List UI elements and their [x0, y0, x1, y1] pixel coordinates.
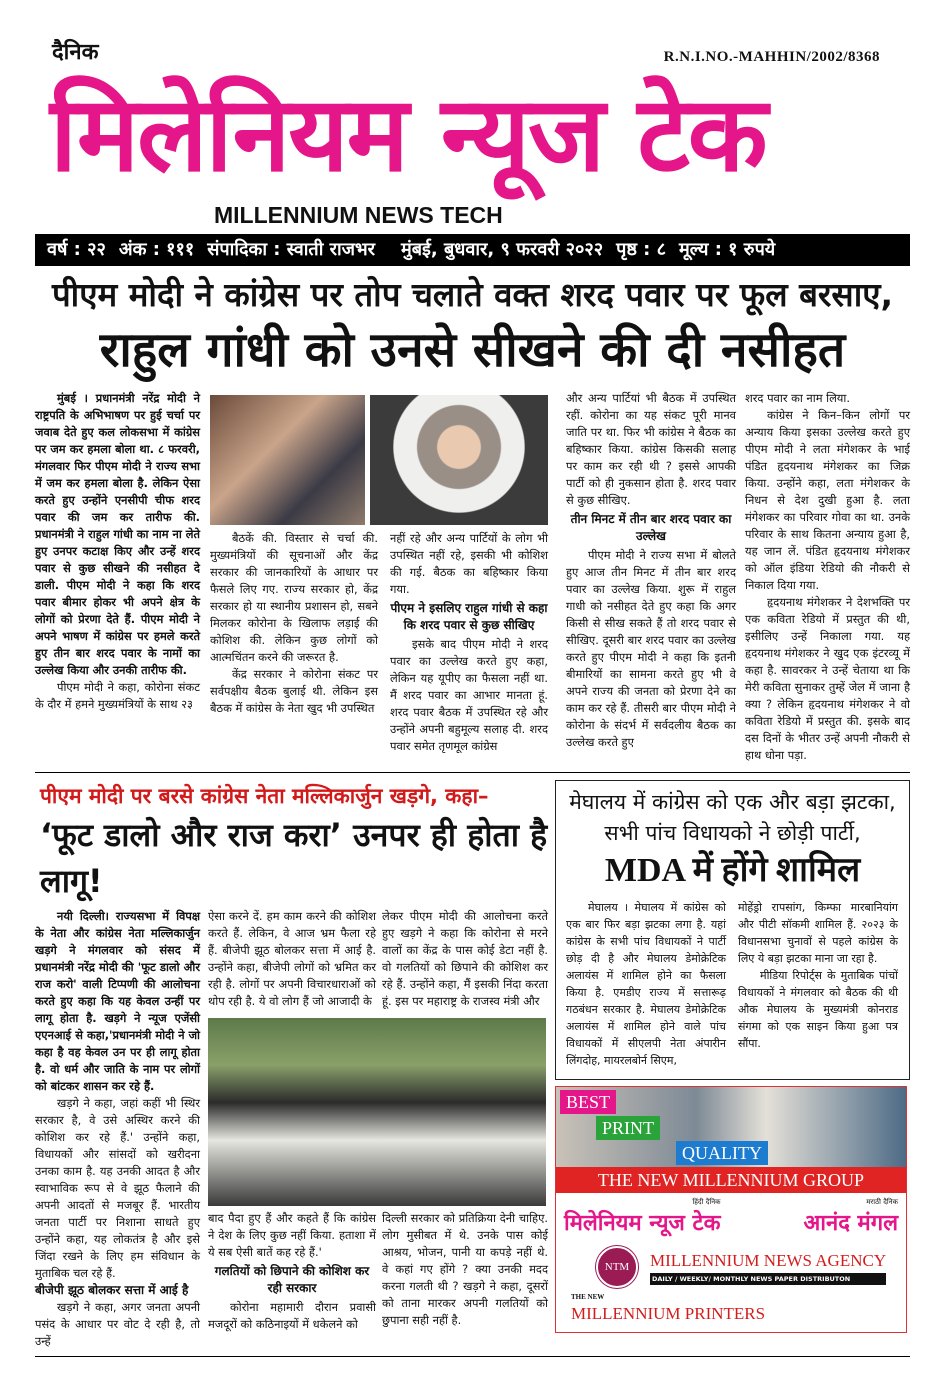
paragraph: ऐसा करने दें. हम काम करने की कोशिश करते हैं. लेकिन, वे आज भ्रम फैला रहे हैं. बीजेपी झूठ बोलकर सत्ता में आई है. उन्होंने कहा, बीजेपी लोगों को भ्रमित कर रही है. लोगों पर अपनी विचारधाराओं को थोप रही है. ये वो लोग हैं जो आजादी के: [208, 909, 376, 1008]
ad-agency-block: [650, 1249, 886, 1285]
paragraph: केंद्र सरकार ने कोरोना संकट पर सर्वपक्षीय बैठक बुलाई थी. लेकिन इस बैठक में कांग्रेस के नेता खुद भी उपस्थित: [210, 667, 378, 715]
ad-marathi: [804, 1197, 899, 1240]
kharge-middle: [208, 908, 548, 1333]
year: वर्ष : २२: [47, 239, 106, 260]
price: मूल्य : १ रुपये: [679, 239, 776, 260]
meghalaya-headline-2: सभी पांच विधायको ने छोड़ी पार्टी,: [604, 821, 861, 845]
paragraph: बैठकें की. विस्तार से चर्चा की. मुख्यमंत्रियों की सूचनाओं और केंद्र सरकार की जानकारियों के आधार पर फैसले लिए गए. राज्य सरकार हो, केंद्र सरकार हो या स्थानीय प्रशासन हो, सबने मिलकर कोरोना के खिलाफ लड़ाई की कोशिश की. लेकिन कुछ लोगों को आत्मचिंतन करने की जरूरत है.: [210, 531, 378, 664]
paragraph: मीडिया रिपोर्ट्स के मुताबिक पांचों विधायकों ने मंगलवार को बैठक की थी औक मेघालय के मुख्यमंत्री कोनराड संगमा को एक साइन किया हुआ पत्र सौंपा.: [738, 969, 898, 1050]
lead-story: [35, 390, 910, 764]
right-column: [555, 780, 910, 1333]
paragraph: शरद पवार का नाम लिया.: [745, 391, 850, 405]
masthead-daily-label: दैनिक: [52, 40, 99, 65]
kharge-body: [35, 908, 548, 1350]
lead-middle-columns: [210, 530, 548, 755]
ad-group: THE NEW MILLENNIUM GROUP: [556, 1167, 906, 1193]
kharge-kicker: पीएम मोदी पर बरसे कांग्रेस नेता मल्लिकार्जुन खड़गे, कहा–: [40, 784, 489, 808]
meghalaya-story-box: [555, 780, 910, 1080]
ad-titles: [556, 1193, 906, 1240]
paragraph: हृदयनाथ मंगेशकर ने देशभक्ति पर एक कविता रेडियो में प्रस्तुत की थी, इसीलिए उन्हें निकाला गया. यह हृदयनाथ मंगेशकर ने खुद एक इंटरव्यू में कहा है. सावरकर ने उन्हें चेताया था कि मेरी कविता सुनाकर तुम्हें जेल में जाना है क्या ? लेकिन हृदयनाथ मंगेशकर ने वो कविता रेडियो में प्रस्तुत की. इसके बाद दस दिनों के भीतर उन्हें अपनी नौकरी से हाथ धोना पड़ा.: [745, 595, 910, 762]
kharge-col: [382, 908, 548, 1010]
kharge-col: [35, 908, 200, 1350]
kharge-col: [382, 1210, 548, 1329]
pages: पृष्ठ : ८: [616, 239, 667, 260]
kharge-top-columns: [208, 908, 548, 1010]
ad-quality: QUALITY: [676, 1141, 768, 1165]
lead-col: [210, 530, 378, 717]
meghalaya-headline-1: मेघालय में कांग्रेस को एक और बड़ा झटका,: [569, 790, 896, 814]
ad-hindi-label: हिंदी दैनिक: [692, 1198, 721, 1206]
press-photo: [556, 1087, 906, 1167]
meghalaya-headline-3: MDA में होंगे शामिल: [604, 852, 861, 889]
ad-print: PRINT: [596, 1116, 660, 1140]
kharge-headline: ‘फूट डालो और राज करा’ उनपर ही होता है लागू!: [40, 816, 548, 900]
ad-hindi: [564, 1197, 720, 1240]
ad-best: BEST: [560, 1090, 616, 1114]
ad-hindi-title: मिलेनियम न्यूज टेक: [564, 1211, 721, 1236]
paragraph: पीएम मोदी ने कहा, कोरोना संकट के दौर में हमने मुख्यमंत्रियों के साथ २३: [35, 680, 200, 711]
subheading: तीन मिनट में तीन बार शरद पवार का उल्लेख: [570, 512, 732, 543]
issue: अंक : १११: [118, 239, 195, 260]
paragraph: लेकर पीएम मोदी की आलोचना करते हुए खड़गे ने कहा कि कोरोना से मरने वालों का केंद्र के पास कोई डेटा नहीं है. वो गलतियों को छिपाने की कोशिश कर रहे हैं. उन्होंने कहा, मैं इसकी निंदा करता हूं. इस पर महाराष्ट्र के राजस्व मंत्री और: [382, 909, 548, 1008]
ad-marathi-label: मराठी दैनिक: [866, 1198, 898, 1206]
lead-col: [390, 530, 548, 755]
paragraph: बाद पैदा हुए हैं और कहते हैं कि कांग्रेस ने देश के लिए कुछ नहीं किया. हताशा में ये सब ऐसी बातें कह रहे हैं.': [208, 1211, 376, 1259]
meghalaya-col: [566, 899, 726, 1069]
paragraph: मोहेंड्रो रापसांग, किम्फा मारबानियांग और पीटी सॉकमी शामिल हैं. २०२३ के विधानसभा चुनावों से पहले कांग्रेस के लिए ये बड़ा झटका माना जा रहा है.: [738, 901, 898, 965]
kharge-col: [208, 908, 376, 1010]
paragraph: नयी दिल्ली। राज्यसभा में विपक्ष के नेता और कांग्रेस नेता मल्लिकार्जुन खड़गे ने मंगलवार को संसद में प्रधानमंत्री नरेंद्र मोदी की 'फूट डालो और राज करो' वाली टिप्पणी की आलोचना करते हुए कहा कि यह केवल उन्हीं पर लागू होता है. खड़गे ने न्यूज एजेंसी एएनआई से कहा,'प्रधानमंत्री मोदी ने जो कहा है वह केवल उन पर ही लागू होता है. वो धर्म और जाति के नाम पर लोगों को बांटकर शासन कर रहे हैं.: [35, 909, 200, 1093]
ad-agency-tagline: DAILY / WEEKLY/ MONTHLY NEWS PAPER DISTRIBUTON: [650, 1273, 886, 1285]
ad-printers: MILLENNIUM PRINTERS: [571, 1304, 766, 1323]
rni-number: R.N.I.NO.-MAHHIN/2002/8368: [663, 49, 880, 65]
modi-photo: [210, 395, 365, 525]
paragraph: मुंबई । प्रधानमंत्री नरेंद्र मोदी ने राष्ट्रपति के अभिभाषण पर हुई चर्चा पर जवाब देते हुए कल लोकसभा में कांग्रेस पर जम कर हमला बोला था. ८ फरवरी, मंगलवार फिर पीएम मोदी ने राज्य सभा में जम कर हमला बोला है. लेकिन ऐसा करते हुए उन्होंने एनसीपी चीफ शरद पवार की जम कर तारीफ की. प्रधानमंत्री ने राहुल गांधी का नाम ना लेते हुए उनपर कटाक्ष किए और उन्हें शरद पवार से कुछ सीखने की नसीहत दे डाली. पीएम मोदी ने कहा कि शरद पवार बीमार होकर भी अपने क्षेत्र के लोगों को प्रेरणा देते हैं. पीएम मोदी ने अपने भाषण में कांग्रेस पर हमले करते हुए तीन बार शरद पवार के नामों का उल्लेख किया और उनकी तारीफ की.: [35, 391, 200, 677]
paragraph: दिल्ली सरकार को प्रतिक्रिया देनी चाहिए. लोग मुसीबत में थे. उनके पास कोई आश्रय, भोजन, पानी या कपड़े नहीं थे. वे कहां गए होंगे ? क्या उनकी मदद करना गलती थी ? खड़गे ने कहा, दूसरों को ताना मारकर अपनी गलतियों को छुपाना सही नहीं है.: [382, 1211, 548, 1327]
paragraph: खड़गे ने कहा, अगर जनता अपनी पसंद के आधार पर वोट दे रही है, तो उन्हें: [35, 1300, 200, 1348]
paragraph: नहीं रहे और अन्य पार्टियों के लोग भी उपस्थित नहीं रहे, इसकी भी कोशिश की गई. बैठक का बहिष्कार किया गया.: [390, 531, 548, 596]
paragraph: कोरोना महामारी दौरान प्रवासी मजदूरों को कठिनाइयों में धकेलने को: [208, 1300, 376, 1331]
ad-logo: NTM: [596, 1246, 638, 1288]
section-divider: [35, 772, 910, 773]
subheading: बीजेपी झूठ बोलकर सत्ता में आई है: [35, 1283, 189, 1297]
lead-middle: [210, 390, 548, 755]
lead-headline-2: राहुल गांधी को उनसे सीखने की दी नसीहत: [99, 322, 846, 378]
paragraph: इसके बाद पीएम मोदी ने शरद पवार का उल्लेख करते हुए कहा, लेकिन यह यूपीए का फैसला नहीं था. मैं शरद पवार का आभार मानता हूं. शरद पवार बैठक में उपस्थित रहे और उन्होंने अपनी बहुमूल्य सलाह दी. शरद पवार समेत तृणमूल कांग्रेस: [390, 637, 548, 753]
lead-headline-1: पीएम मोदी ने कांग्रेस पर तोप चलाते वक्त शरद पवार पर फूल बरसाए,: [51, 275, 894, 314]
lower-section: [35, 780, 910, 1350]
meghalaya-col: [738, 899, 898, 1052]
lead-col: [566, 390, 736, 751]
paragraph: खड़गे ने कहा, जहां कहीं भी स्थिर सरकार है, वे उसे अस्थिर करने की कोशिश कर रहे हैं.' उन्होंने कहा, विधायकों और सांसदों को खरीदना उनका काम है. यह उनकी आदत है और स्वाभाविक रूप से वे झूठ फैलाने की अपनी आदतों से मजबूर हैं. भारतीय जनता पार्टी पर निशाना साधते हुए उन्होंने कहा, यह लोकतंत्र है और इसे जिंदा रखने के लिए हम संविधान के मुताबिक चल रहे हैं.: [35, 1096, 200, 1280]
paragraph: कांग्रेस ने किन–किन लोगों पर अन्याय किया इसका उल्लेख करते हुए पीएम मोदी ने लता मंगेशकर के भाई पंडित हृदयनाथ मंगेशकर का जिक्र किया. उन्होंने कहा, लता मंगेशकर के निधन से देश दुखी हुआ है. लता मंगेशकर का परिवार गोवा का था. उनके परिवार के साथ कितना अन्याय हुआ है, यह जान लें. पंडित हृदयनाथ मंगेशकर को ऑल इंडिया रेडियो की नौकरी से निकाल दिया गया.: [745, 408, 910, 592]
pawar-photo: [370, 395, 548, 525]
ad-printers-block: [556, 1288, 906, 1332]
bottom-rule: [35, 1356, 910, 1357]
lead-col: [35, 390, 200, 713]
kharge-photo: [208, 1018, 546, 1206]
paragraph: और अन्य पार्टियां भी बैठक में उपस्थित रहीं. कोरोना का यह संकट पूरी मानव जाति पर था. फिर भी कांग्रेस ने बैठक का बहिष्कार किया. कांग्रेस किसकी सलाह पर काम कर रही थी ? इससे आपकी पार्टी को ही नुकसान होता है. शरद पवार से कुछ सीखिए.: [566, 391, 736, 507]
paragraph: मेघालय । मेघालय में कांग्रेस को एक बार फिर बड़ा झटका लगा है. यहां कांग्रेस के सभी पांच विधायकों ने पार्टी छोड़ दी है और मेघालय डेमोक्रेटिक अलायंस में शामिल होने का फैसला किया है. एमडीए राज्य में सत्तारूढ़ गठबंधन सरकार है. मेघालय डेमोक्रेटिक अलायंस में शामिल होने वाले पांच विधायकों में सीएलपी नेता अंपारीन लिंगदोह, मायरलबोर्न सिएम,: [566, 901, 726, 1067]
paragraph: पीएम मोदी ने राज्य सभा में बोलते हुए आज तीन मिनट में तीन बार शरद पवार का उल्लेख किया. शुरू में राहुल गाधी को नसीहत देते हुए कहा कि अगर किसी से सीख सकते हैं तो शरद पवार से सीखिए. दूसरी बार शरद पवार का उल्लेख करते हुए पीएम मोदी ने कहा कि इतनी बीमारियों का सामना करते हुए भी वे अपने राज्य की जनता को प्रेरणा देने का काम कर रहे हैं. तीसरी बार पीएम मोदी ने कोरोना के संदर्भ में सर्वदलीय बैठक का उल्लेख करते हुए: [566, 548, 736, 749]
editor: संपादिका : स्वाती राजभर: [207, 239, 376, 260]
kharge-bottom-columns: [208, 1210, 548, 1333]
masthead-title: मिलेनियम न्यूज टेक: [50, 73, 766, 195]
masthead-english: MILLENNIUM NEWS TECH: [214, 202, 503, 228]
subheading: गलतियों को छिपाने की कोशिश कर रही सरकार: [214, 1264, 370, 1295]
issue-info-bar: [35, 234, 910, 266]
subheading: पीएम ने इसलिए राहुल गांधी से कहा कि शरद पवार से कुछ सीखिए: [390, 601, 548, 632]
ad-marathi-title: आनंद मंगल: [803, 1211, 898, 1236]
meghalaya-body: [566, 899, 899, 1069]
ad-agency: MILLENNIUM NEWS AGENCY: [650, 1251, 887, 1270]
lead-col: [745, 390, 910, 764]
lead-photos: [210, 395, 548, 525]
date: मुंबई, बुधवार, ९ फरवरी २०२२: [401, 239, 604, 260]
ad-agency-row: [556, 1240, 906, 1288]
ad-printers-small: THE NEW: [571, 1293, 605, 1301]
kharge-col: [208, 1210, 376, 1333]
masthead-top-row: [35, 38, 910, 68]
kharge-story: [35, 780, 548, 1350]
